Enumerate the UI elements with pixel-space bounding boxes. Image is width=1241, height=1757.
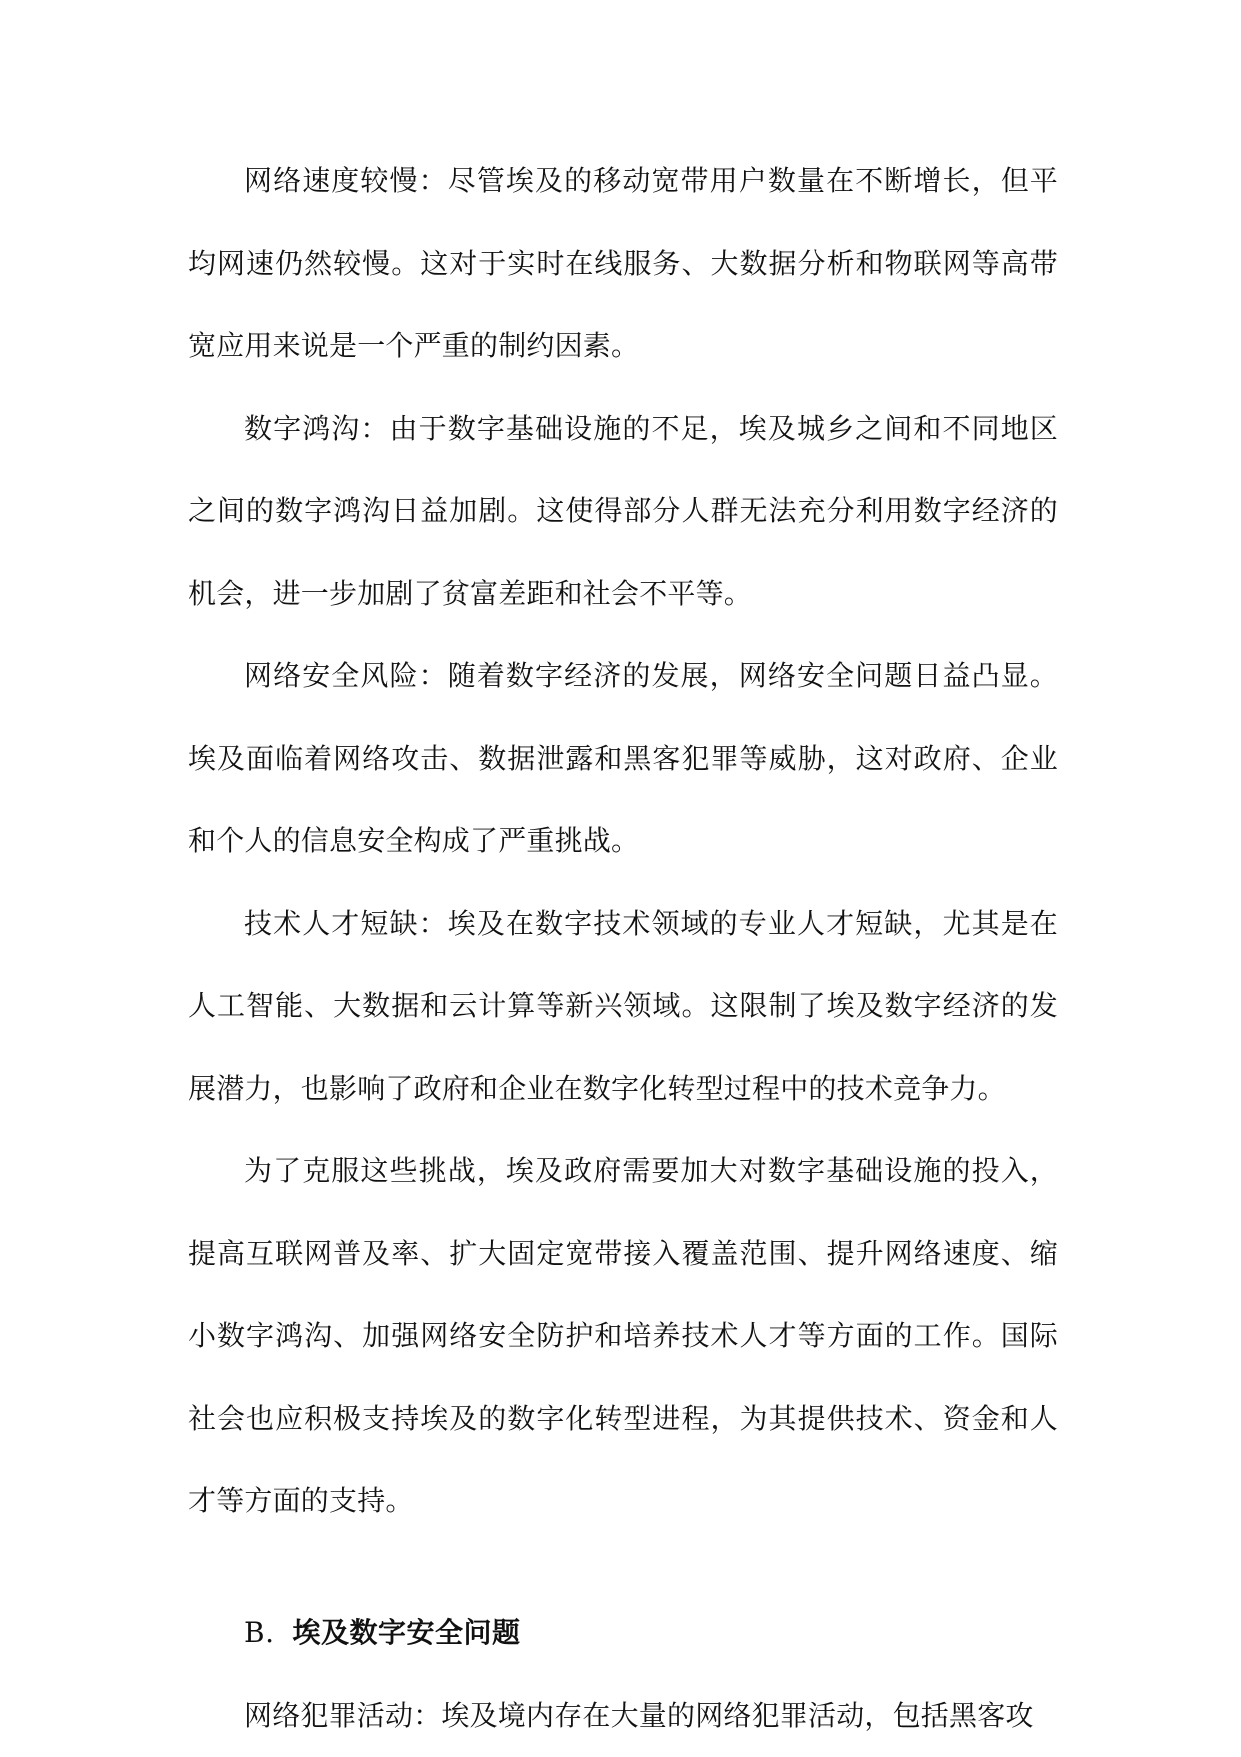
- paragraph-network-speed: 网络速度较慢：尽管埃及的移动宽带用户数量在不断增长，但平均网速仍然较慢。这对于实时在线服务、大数据分析和物联网等高带宽应用来说是一个严重的制约因素。: [188, 140, 1058, 388]
- section-number: B.: [244, 1616, 274, 1649]
- document-body: [188, 140, 1058, 1757]
- paragraph-talent-shortage: 技术人才短缺：埃及在数字技术领域的专业人才短缺，尤其是在人工智能、大数据和云计算等新兴领域。这限制了埃及数字经济的发展潜力，也影响了政府和企业在数字化转型过程中的技术竞争力。: [188, 883, 1058, 1131]
- paragraph-digital-divide: 数字鸿沟：由于数字基础设施的不足，埃及城乡之间和不同地区之间的数字鸿沟日益加剧。这使得部分人群无法充分利用数字经济的机会，进一步加剧了贫富差距和社会不平等。: [188, 388, 1058, 636]
- section-heading: [188, 1601, 1058, 1665]
- paragraph-cyber-crime: 网络犯罪活动：埃及境内存在大量的网络犯罪活动，包括黑客攻: [188, 1675, 1058, 1757]
- paragraph-cyber-security-risk: 网络安全风险：随着数字经济的发展，网络安全问题日益凸显。埃及面临着网络攻击、数据泄露和黑客犯罪等威胁，这对政府、企业和个人的信息安全构成了严重挑战。: [188, 635, 1058, 883]
- section-title: 埃及数字安全问题: [292, 1616, 520, 1649]
- paragraph-overcoming-challenges: 为了克服这些挑战，埃及政府需要加大对数字基础设施的投入，提高互联网普及率、扩大固定宽带接入覆盖范围、提升网络速度、缩小数字鸿沟、加强网络安全防护和培养技术人才等方面的工作。国际社会也应积极支持埃及的数字化转型进程，为其提供技术、资金和人才等方面的支持。: [188, 1130, 1058, 1543]
